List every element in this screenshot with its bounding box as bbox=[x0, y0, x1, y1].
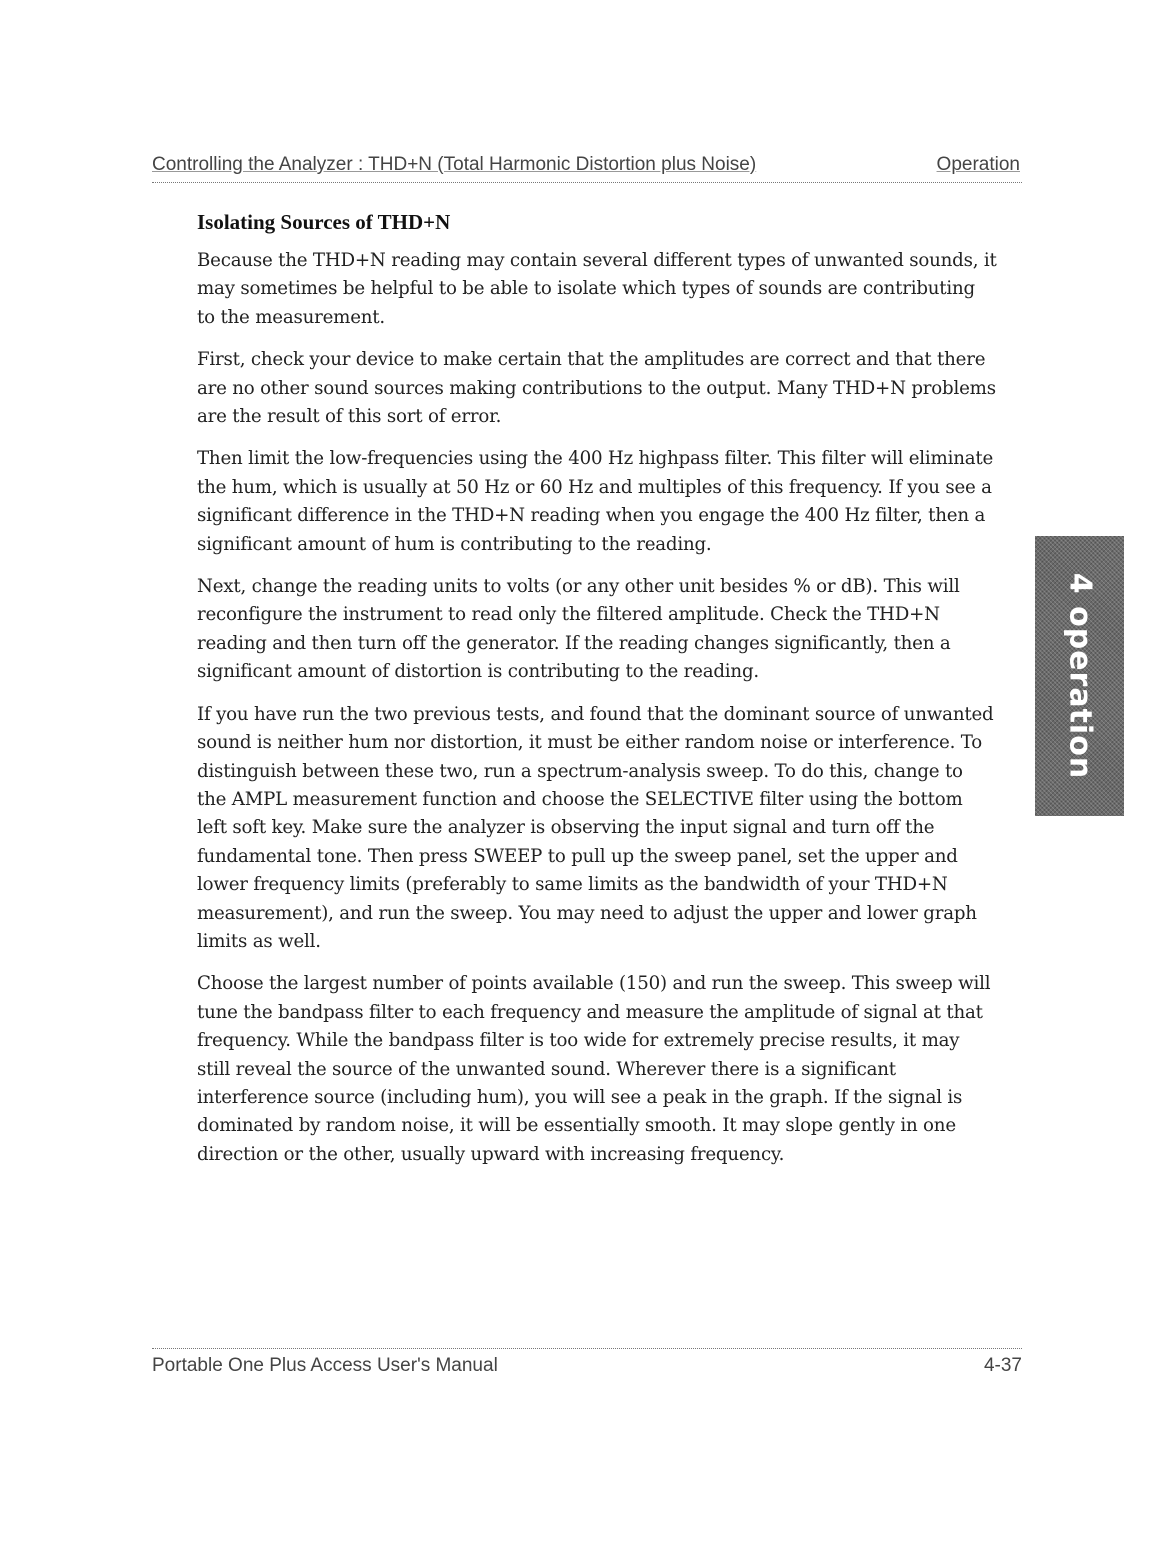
paragraph-5: If you have run the two previous tests, and found that the dominant source of unwanted sound is neither hum nor distortion, it must be either random noise or interference. To distinguish between these two, run a spectrum-analysis sweep. To do this, change to the AMPL measurement function and choose the SELECTIVE filter using the bottom left soft key. Make sure the analyzer is observing the input signal and turn off the fundamental tone. Then press SWEEP to pull up the sweep panel, set the upper and lower frequency limits (preferably to same limits as the bandwidth of your THD+N measurement), and run the sweep. You may need to adjust the upper and lower graph limits as well. bbox=[197, 703, 994, 952]
footer-manual-title: Portable One Plus Access User's Manual bbox=[152, 1355, 498, 1376]
running-footer bbox=[152, 1348, 1022, 1385]
section-heading: Isolating Sources of THD+N bbox=[197, 210, 451, 234]
header-chapter-title: Operation bbox=[936, 154, 1020, 175]
paragraph-4: Next, change the reading units to volts (or any other unit besides % or dB). This will reconfigure the instrument to read only the filtered amplitude. Check the THD+N reading and then turn off the generator. If the reading changes significantly, then a significant amount of distortion is contributing to the reading. bbox=[197, 576, 960, 683]
paragraph-6: Choose the largest number of points available (150) and run the sweep. This sweep will tune the bandpass filter to each frequency and measure the amplitude of signal at that frequency. While the bandpass filter is too wide for extremely precise results, it may still reveal the source of the unwanted sound. Wherever there is a significant interference source (including hum), you will see a peak in the graph. If the signal is dominated by random noise, it will be essentially smooth. It may slope gently in one direction or the other, usually upward with increasing frequency. bbox=[197, 973, 991, 1165]
running-header bbox=[152, 154, 1022, 183]
chapter-tab-label: 4 operation bbox=[1062, 572, 1097, 780]
paragraph-2: First, check your device to make certain that the amplitudes are correct and that there are no other sound sources making contributions to the output. Many THD+N problems are the result of this sort of error. bbox=[197, 349, 996, 428]
main-content bbox=[197, 208, 997, 1183]
header-section-title: Controlling the Analyzer : THD+N (Total Harmonic Distortion plus Noise) bbox=[152, 154, 757, 175]
chapter-side-tab bbox=[1035, 536, 1124, 816]
paragraph-1: Because the THD+N reading may contain several different types of unwanted sounds, it may sometimes be helpful to be able to isolate which types of sounds are contributing to the measurement. bbox=[197, 250, 997, 328]
paragraph-3: Then limit the low-frequencies using the 400 Hz highpass filter. This filter will eliminate the hum, which is usually at 50 Hz or 60 Hz and multiples of this frequency. If you see a significant difference in the THD+N reading when you engage the 400 Hz filter, then a significant amount of hum is contributing to the reading. bbox=[197, 448, 994, 555]
footer-page-number: 4-37 bbox=[983, 1355, 1022, 1376]
